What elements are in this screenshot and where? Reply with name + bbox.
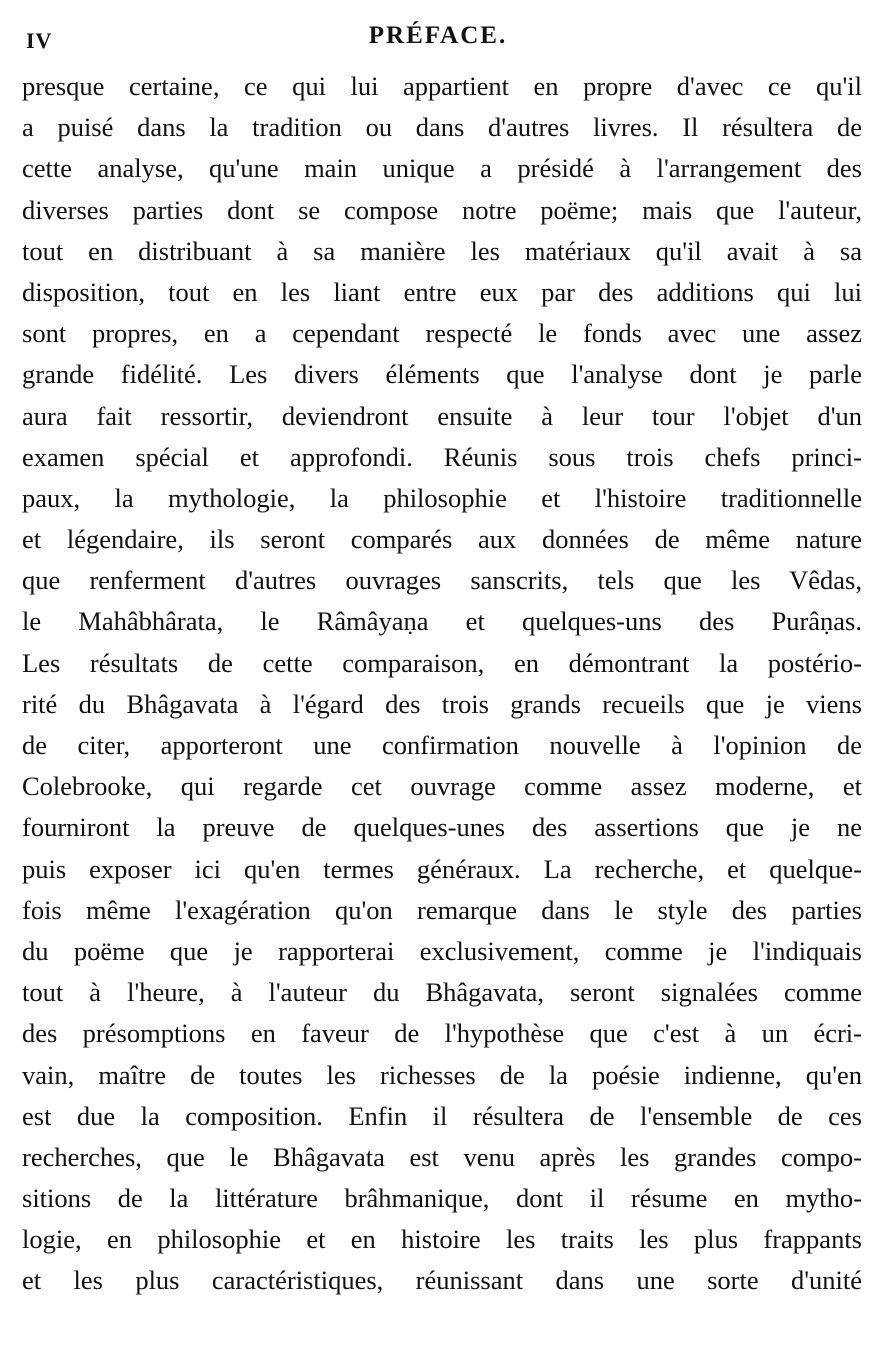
text-line: Colebrooke, qui regarde cet ouvrage comme assez moderne, et (22, 771, 862, 802)
text-line: grande fidélité. Les divers éléments que l'analyse dont je parle (22, 359, 862, 390)
text-line: examen spécial et approfondi. Réunis sous trois chefs princi- (22, 441, 862, 472)
text-line: de citer, apporteront une confirmation nouvelle à l'opinion de (22, 730, 862, 760)
text-line: Les résultats de cette comparaison, en démontrant la postério- (22, 647, 862, 678)
text-line: a puisé dans la tradition ou dans d'autres livres. Il résultera de (22, 112, 862, 143)
text-line: fois même l'exagération qu'on remarque dans le style des parties (22, 894, 862, 925)
text-line: du poëme que je rapporterai exclusivement, comme je l'indiquais (22, 935, 862, 966)
text-line: est due la composition. Enfin il résultera de l'ensemble de ces (22, 1100, 862, 1131)
text-line: vain, maître de toutes les richesses de la poésie indienne, qu'en (22, 1059, 862, 1090)
text-line: que renferment d'autres ouvrages sanscrits, tels que les Vêdas, (22, 565, 862, 596)
text-line: le Mahâbhârata, le Râmâyaṇa et quelques-uns des Purâṇas. (22, 606, 862, 637)
text-line: tout en distribuant à sa manière les matériaux qu'il avait à sa (22, 235, 862, 266)
text-line: disposition, tout en les liant entre eux par des additions qui lui (22, 276, 862, 307)
text-line: recherches, que le Bhâgavata est venu après les grandes compo- (22, 1141, 862, 1172)
text-line: et légendaire, ils seront comparés aux données de même nature (22, 524, 862, 555)
text-line: fourniront la preuve de quelques-unes des assertions que je ne (22, 812, 862, 843)
text-line: diverses parties dont se compose notre poëme; mais que l'auteur, (22, 194, 862, 225)
running-head: PRÉFACE. (368, 22, 508, 49)
text-line: et les plus caractéristiques, réunissant dans une sorte d'unité (22, 1265, 862, 1296)
page-header (0, 22, 876, 58)
page-number: IV (26, 28, 53, 53)
text-line: rité du Bhâgavata à l'égard des trois grands recueils que je viens (22, 688, 862, 719)
text-line: logie, en philosophie et en histoire les traits les plus frappants (22, 1224, 862, 1255)
text-line: paux, la mythologie, la philosophie et l'histoire traditionnelle (22, 482, 862, 513)
text-line: cette analyse, qu'une main unique a présidé à l'arrangement des (22, 153, 862, 184)
text-line: sitions de la littérature brâhmanique, dont il résume en mytho- (22, 1183, 862, 1214)
text-line: des présomptions en faveur de l'hypothèse que c'est à un écri- (22, 1018, 862, 1049)
text-line: sont propres, en a cependant respecté le fonds avec une assez (22, 318, 862, 349)
body-paragraph (22, 66, 862, 1302)
text-line: tout à l'heure, à l'auteur du Bhâgavata, seront signalées comme (22, 977, 862, 1008)
text-line: presque certaine, ce qui lui appartient en propre d'avec ce qu'il (22, 71, 862, 101)
text-line: aura fait ressortir, deviendront ensuite à leur tour l'objet d'un (22, 400, 862, 431)
text-line: puis exposer ici qu'en termes généraux. La recherche, et quelque- (22, 853, 862, 884)
